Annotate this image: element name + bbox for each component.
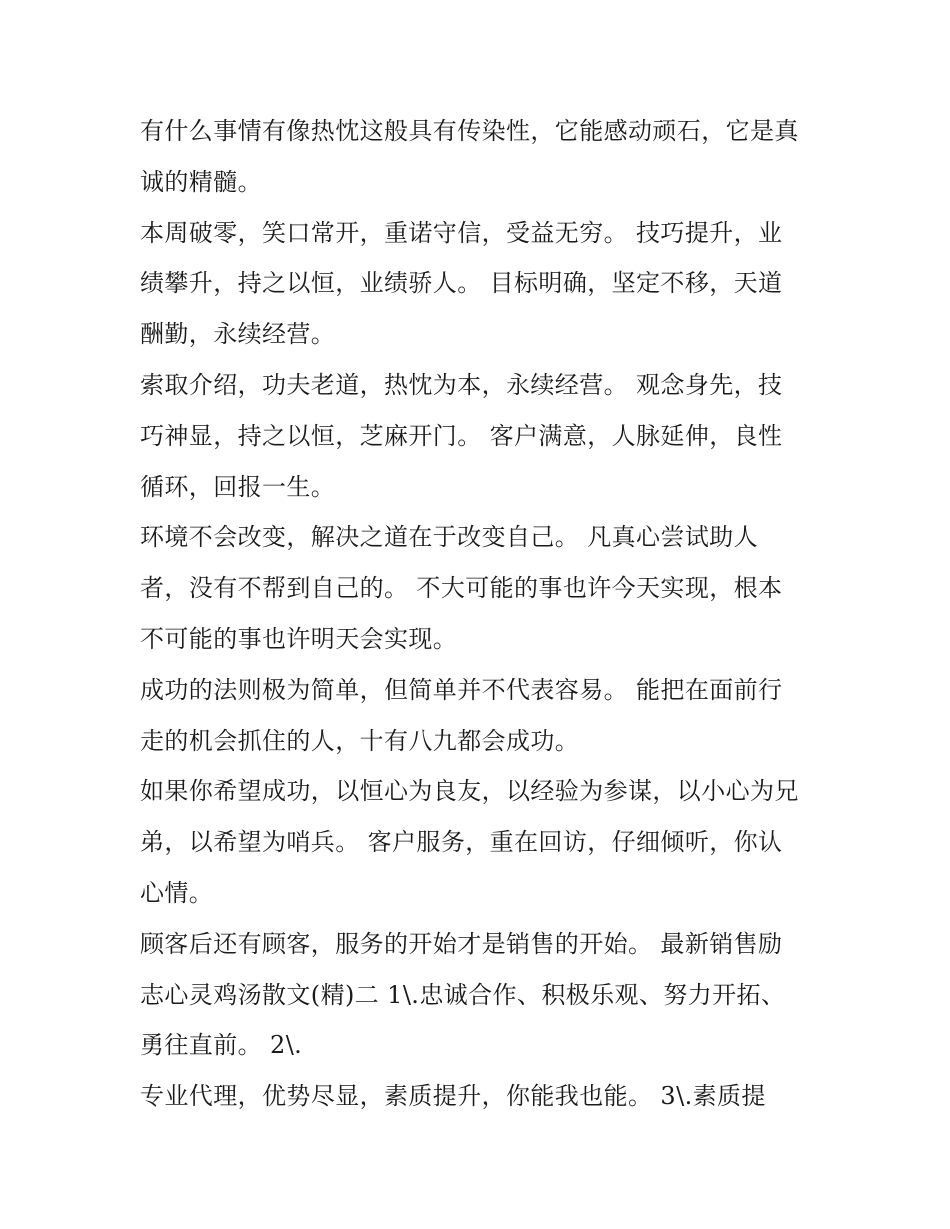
text-line: 者，没有不帮到自己的。 不大可能的事也许今天实现，根本	[140, 574, 783, 603]
document-body	[140, 108, 830, 1124]
text-line: 索取介绍，功夫老道，热忱为本，永续经营。 观念身先，技	[140, 370, 783, 399]
text-line: 顾客后还有顾客，服务的开始才是销售的开始。 最新销售励	[140, 929, 783, 958]
text-line: 环境不会改变，解决之道在于改变自己。 凡真心尝试助人	[140, 523, 759, 552]
text-line: 成功的法则极为简单，但简单并不代表容易。 能把在面前行	[140, 675, 783, 704]
text-line: 诚的精髓。	[140, 167, 262, 196]
text-line: 专业代理，优势尽显，素质提升，你能我也能。 3\.素质提	[140, 1082, 766, 1111]
text-line: 本周破零，笑口常开，重诺守信，受益无穷。 技巧提升，业	[140, 218, 783, 247]
text-line: 走的机会抓住的人，十有八九都会成功。	[140, 726, 580, 755]
text-line: 有什么事情有像热忱这般具有传染性，它能感动顽石，它是真	[140, 117, 799, 145]
text-line: 酬勤，永续经营。	[140, 320, 336, 349]
text-line: 不可能的事也许明天会实现。	[140, 624, 458, 653]
text-line: 志心灵鸡汤散文(精)二 1\.忠诚合作、积极乐观、努力开拓、	[140, 980, 786, 1009]
text-line: 绩攀升，持之以恒，业绩骄人。 目标明确，坚定不移，天道	[140, 269, 783, 298]
text-line: 循环，回报一生。	[140, 472, 336, 501]
text-line: 巧神显，持之以恒，芝麻开门。 客户满意，人脉延伸，良性	[140, 421, 783, 450]
text-line: 如果你希望成功，以恒心为良友，以经验为参谋，以小心为兄	[140, 777, 799, 806]
text-line: 弟，以希望为哨兵。 客户服务，重在回访，仔细倾听，你认	[140, 828, 783, 857]
text-line: 心情。	[140, 878, 214, 907]
text-line: 勇往直前。 2\.	[140, 1031, 303, 1060]
